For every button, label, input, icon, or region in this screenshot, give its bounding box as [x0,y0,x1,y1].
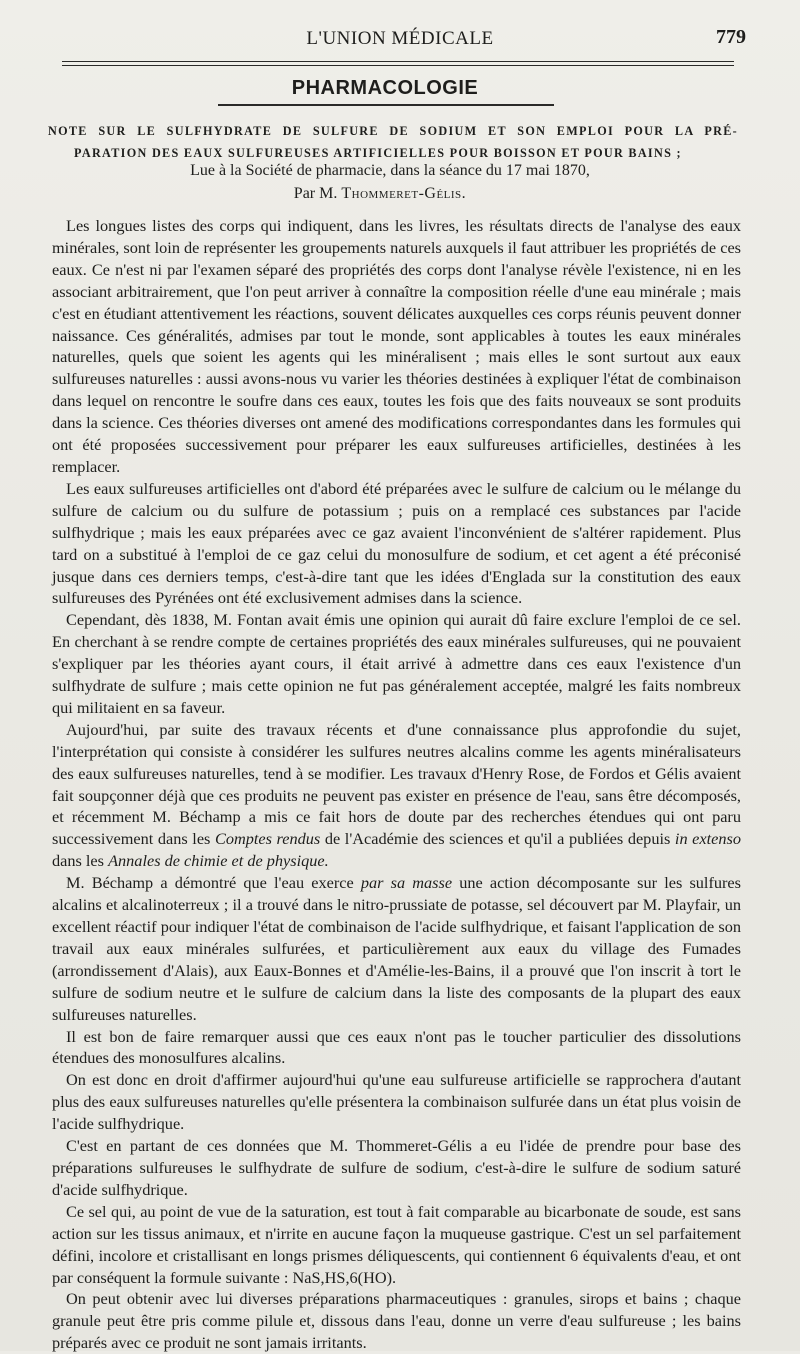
paragraph-5-text-b: une action décomposante sur les sulfures alcalins et alcalinoterreux ; il a trouvé dans le nitro-prussiate de potasse, sel découvert par M. Playfair, un excellent réactif pour indiquer l'état de combinaison de l'acide sulfhydrique, et faisant l'application de son travail aux eaux minérales sulfurées, et particulièrement aux eaux du village des Fumades (arrondissement d'Alais), aux Eaux-Bonnes et d'Amélie-les-Bains, il a prouvé que l'on inscrit à tort le sulfure de sodium neutre et le sulfure de calcium dans la liste des composants de la plupart des eaux sulfureuses naturelles. [52,873,741,1024]
author-line [0,185,760,203]
paragraph-3: Cependant, dès 1838, M. Fontan avait émis une opinion qui aurait dû faire exclure l'emploi de ce sel. En cherchant à se rendre compte de certaines propriétés des eaux minérales sulfureuses, qui ne pouvaient s'expliquer par les théories ayant cours, il était arrivé à admettre dans ces eaux l'existence d'un sulfhydrate de sulfure ; mais cette opinion ne fut pas généralement acceptée, malgré les faits nombreux qui militaient en sa faveur. [52,610,741,717]
paragraph-5 [52,872,741,1025]
paragraph-10: On peut obtenir avec lui diverses préparations pharmaceutiques : granules, sirops et bains ; chaque granule peut être pris comme pilule et, dissous dans l'eau, donne un verre d'eau sulfureuse ; les bains préparés avec ce produit ne sont jamais irritants. [52,1289,741,1353]
running-head [50,26,750,58]
paragraph-7: On est donc en droit d'affirmer aujourd'hui qu'une eau sulfureuse artificielle se rapprochera d'autant plus des eaux sulfureuses naturelles qu'elle présentera la combinaison sulfurée dans un état plus voisin de l'acide sulfhydrique. [52,1070,741,1134]
comptes-rendus-title: Comptes rendus [214,829,321,849]
article-body [52,215,741,1354]
paragraph-4-text-c: dans les [52,851,109,871]
author-name: Thommeret-Gélis. [341,185,467,202]
section-title-rule [218,104,554,106]
paragraph-8: C'est en partant de ces données que M. Thommeret-Gélis a eu l'idée de prendre pour base des préparations sulfureuses le sulfhydrate de sulfure de sodium, c'est-à-dire le sulfure de sodium saturé d'acide sulfhydrique. [52,1136,741,1199]
author-prefix: Par M. [293,185,338,202]
paragraph-6: Il est bon de faire remarquer aussi que ces eaux n'ont pas le toucher particulier des dissolutions étendues des monosulfures alcalins. [52,1026,741,1068]
header-rule-top [62,61,734,62]
paragraph-4-text-a: Aujourd'hui, par suite des travaux récents et d'une connaissance plus approfondie du sujet, l'interprétation qui consiste à considérer les sulfures neutres alcalins comme les agents minéralisateurs des eaux sulfureuses naturelles, tend à se modifier. Les travaux d'Henry Rose, de Fordos et Gélis avaient fait soupçonner déjà que ces produits ne peuvent pas exister en présence de l'eau, sans être décomposés, et récemment M. Béchamp a mis ce fait hors de doute par des recherches étendues qui ont paru successivement dans les [52,719,741,849]
article-title-line-1: NOTE SUR LE SULFHYDRATE DE SULFURE DE SODIUM ET SON EMPLOI POUR LA PRÉ- [48,124,738,138]
paragraph-4 [52,719,741,872]
page-number: 779 [716,26,746,48]
paragraph-2: Les eaux sulfureuses artificielles ont d'abord été préparées avec le sulfure de calcium ou le mélange du sulfure de calcium ou du sulfure de potassium ; puis on a remplacé ces substances par l'acide sulfhydrique ; mais les eaux préparées avec ce gaz avaient l'inconvénient de s'altérer rapidement. Plus tard on a substitué à l'emploi de ce gaz celui du monosulfure de sodium, et cet agent a été préconisé jusque dans ces derniers temps, c'est-à-dire tant que les idées d'Englada sur la constitution des eaux sulfureuses des Pyrénées ont été exclusivement admises dans la science. [52,478,741,608]
paragraph-9: Ce sel qui, au point de vue de la saturation, est tout à fait comparable au bicarbonate de soude, est sans action sur les tissus animaux, et n'irrite en aucune façon la muqueuse gastrique. C'est un sel parfaitement défini, incolore et cristallisant en longs prismes déliquescents, qui contiennent 6 équivalents d'eau, et ont par conséquent la formule suivante : NaS,HS,6(HO). [52,1201,741,1287]
journal-title: L'UNION MÉDICALE [306,28,494,49]
header-rule-bottom [62,65,734,66]
section-title: PHARMACOLOGIE [291,77,479,99]
article-title-line-2: PARATION DES EAUX SULFUREUSES ARTIFICIELLES POUR BOISSON ET POUR BAINS ; [74,146,682,160]
par-sa-masse: par sa masse [360,873,453,893]
annales-title: Annales de chimie et de physique. [108,851,329,871]
article-title [48,120,738,164]
paragraph-4-text-b: de l'Académie des sciences et qu'il a publiées depuis [320,829,675,849]
paragraph-1: Les longues listes des corps qui indiquent, dans les livres, les résultats directs de l'analyse des eaux minérales, sont loin de représenter les groupements naturels auxquels il faut attribuer les propriétés de ces eaux. Ce n'est ni par l'examen séparé des propriétés des corps dont l'analyse révèle l'existence, ni en les associant arbitrairement, que l'on peut arriver à connaître la composition réelle d'une eau minérale ; mais c'est en étudiant attentivement les réactions, souvent délicates auxquelles ces corps réunis peuvent donner naissance. Ces généralités, admises par tout le monde, sont applicables à toutes les eaux minérales naturelles, quels que soient les agents qui les minéralisent ; mais elles le sont surtout aux eaux sulfureuses naturelles : aussi avons-nous vu varier les théories destinées à expliquer l'état de combinaison dans lequel on rencontre le soufre dans ces eaux, toutes les fois que des faits nouveaux se sont produits dans la science. Ces théories diverses ont amené des modifications correspondantes dans les formules qui ont été proposées successivement pour préparer les eaux sulfureuses artificielles, destinées à les remplacer. [52,216,742,476]
in-extenso: in extenso [674,829,741,849]
paragraph-5-text-a: M. Béchamp a démontré que l'eau exerce [66,873,361,893]
reading-note: Lue à la Société de pharmacie, dans la séance du 17 mai 1870, [190,162,590,179]
